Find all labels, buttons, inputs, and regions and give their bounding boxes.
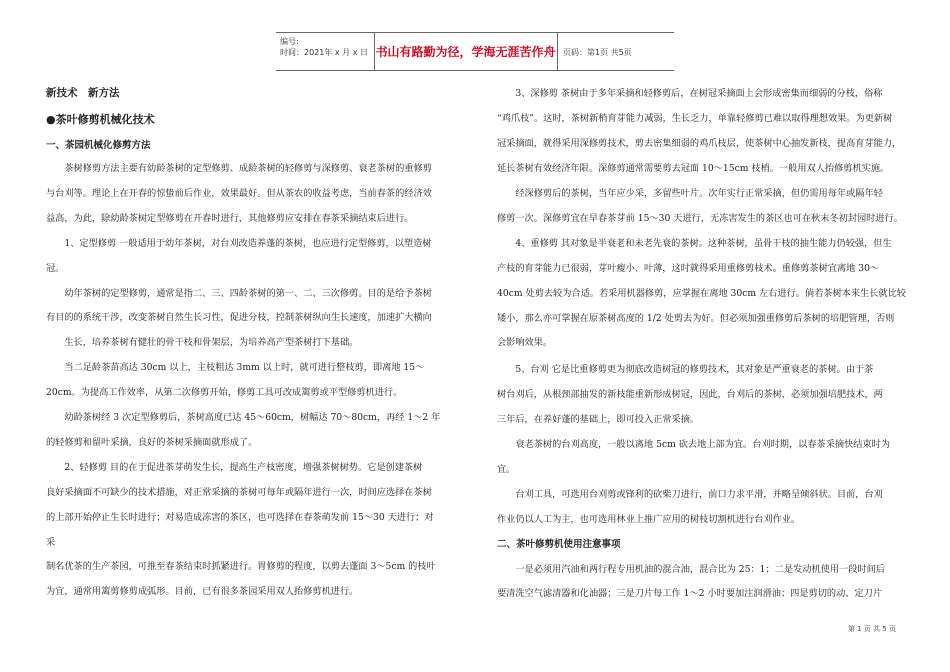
paragraph-line: 2、轻修剪 目的在于促进茶芽萌发生长，提高生产枝密度，增强茶树树势。它是创建茶树 xyxy=(46,462,423,473)
paragraph-line: 幼龄茶树经 3 次定型修剪后，茶树高度已达 45～60cm，树幅达 70～80cm，再经 1～2 年 xyxy=(46,412,441,423)
paragraph-line: 幼年茶树的定型修剪，通常是指二、三、四龄茶树的第一、二、三次修剪。目的是给予茶树 xyxy=(46,288,432,299)
number-label: 编号: xyxy=(280,37,299,46)
paragraph-line: “鸡爪枝”。这时，茶树新梢育芽能力减弱，生长乏力，单靠轻修剪已难以取得理想效果。为更新树 xyxy=(497,113,893,124)
paragraph-line: 益高，为此，除幼龄茶树定型修剪在开春时进行，其他修剪应安排在春茶采摘结束后进行。 xyxy=(46,213,414,224)
paragraph-line: 20cm。为提高工作效率，从第二次修剪开始，修剪工具可改成篱剪或平型修剪机进行。 xyxy=(46,387,403,398)
header-page-cell xyxy=(557,33,674,70)
section-title: 新技术 新方法 xyxy=(46,87,120,99)
article-title: ●茶叶修剪机械化技术 xyxy=(46,113,155,126)
paragraph-line: 台刈工具，可选用台刈剪或锋利的砍柴刀进行，前口力求平滑，并略呈倾斜状。目前，台刈 xyxy=(497,489,883,500)
page-footer: 第 1 页 共 5 页 xyxy=(847,625,896,633)
paragraph-line: 制名优茶的生产茶园，可推至春茶结束时抓紧进行。胃修剪的程度，以剪去蓬面 3～5cm 的枝叶 xyxy=(46,561,436,572)
paragraph-line: 冠。 xyxy=(46,263,65,274)
paragraph-line: 要清洗空气滤清器和化油器；三是刀片每工作 1～2 小时要加注润滑油；四是剪切的动、定刀片 xyxy=(497,588,883,599)
paragraph-line: 三年后，在养好蓬的基础上，即可投入正常采摘。 xyxy=(497,414,700,425)
paragraph-line: 产枝的育芽能力已很弱，芽叶瘦小、叶薄，这时就得采用重修剪枝术。重修剪茶树宜离地 30～ xyxy=(497,263,880,274)
paragraph-line: 与台刈等。理论上在开春的惊蛰前后作业，效果最好。但从茶农的收益考虑，当前春茶的经济效 xyxy=(46,188,432,199)
time-label: 时间：2021年 x 月 x 日 xyxy=(280,48,368,57)
paragraph-line: 4、重修剪 其对象是半衰老和未老先衰的茶树。这种茶树，虽骨干枝的抽生能力仍较强，但生 xyxy=(497,238,892,249)
paragraph-line: 的轻修剪和留叶采摘，良好的茶树采摘面就形成了。 xyxy=(46,437,258,448)
paragraph-line: 的上部开始停止生长时进行；对易造成冻害的茶区，也可选择在春茶萌发前 15～30 天进行；对 xyxy=(46,512,434,523)
paragraph-line: 良好采摘面不可缺少的技术措施，对正常采摘的茶树可每年或隔年进行一次，时间应选择在茶树 xyxy=(46,487,432,498)
page-header xyxy=(276,32,674,71)
paragraph-line: 采 xyxy=(46,537,56,548)
paragraph-line: 衰老茶树的台刈高度，一般以离地 5cm 砍去地上部为宜。台刈时期，以春茶采摘快结束时为 xyxy=(497,439,891,450)
paragraph-line: 作业仍以人工为主，也可选用林业上推广应用的树枝切割机进行台刈作业。 xyxy=(497,514,801,525)
paragraph-line: 1、定型修剪 一般适用于幼年茶树，对台刈改造养蓬的茶树，也应进行定型修剪，以塑造树 xyxy=(46,238,432,249)
paragraph-line: 生长，培养茶树有健壮的骨干枝和骨架层，为培养高产型茶树打下基础。 xyxy=(46,337,359,348)
paragraph-line: 为宜，通常用篱剪修剪成弧形。目前，已有很多茶园采用双人抬修剪机进行。 xyxy=(46,586,359,597)
paragraph-line: 茶树修剪方法主要有幼龄茶树的定型修剪、成龄茶树的轻修剪与深修剪、衰老茶树的重修剪 xyxy=(46,163,432,174)
paragraph-line: 当二足龄茶苗高达 30cm 以上，主枝粗达 3mm 以上时，就可进行整枝剪，即离地 15～ xyxy=(46,362,425,373)
paragraph-line: 修剪一次。深修剪宜在早春茶芽前 15～30 天进行，无冻害发生的茶区也可在秋末冬初封园时进行。 xyxy=(497,213,903,224)
subsection-heading: 一、茶园机械化修剪方法 xyxy=(46,140,151,151)
paragraph-line: 延长茶树有效经济年限。深修剪通常需要剪去冠面 10～15cm 枝梢。一般用双人抬修剪机实施。 xyxy=(497,163,890,174)
paragraph-line: 宜。 xyxy=(497,464,516,475)
paragraph-line: 矮小，那么亦可掌握在原茶树高度的 1/2 处剪去为好。但必须加强重修剪后茶树的培肥管理，否则 xyxy=(497,313,895,324)
paragraph-line: 冠采摘面，就得采用深修剪技术，剪去密集细弱的鸡爪枝层，使茶树中心抽发新枝，提高育芽能力， xyxy=(497,138,902,149)
paragraph-line: 一是必须用汽油和两行程专用机油的混合油，混合比为 25：1；二是发动机使用一段时间后 xyxy=(497,564,885,575)
paragraph-line: 5、台刈 它是比重修剪更为彻底改造树冠的修剪技术，其对象是严重衰老的茶树。由于茶 xyxy=(497,364,874,375)
paragraph-line: 会影响效果。 xyxy=(497,337,553,348)
page-label: 页码：第1页 共5页 xyxy=(563,48,632,57)
paragraph-line: 经深修剪后的茶树，当年应少采，多留些叶片。次年实行正常采摘，但仍需用每年或隔年轻 xyxy=(497,188,883,199)
paragraph-line: 有目的的系统干涉，改变茶树自然生长习性，促进分枝，控制茶树纵向生长速度，加速扩大横向 xyxy=(46,312,432,323)
paragraph-line: 3、深修剪 茶树由于多年采摘和轻修剪后，在树冠采摘面上会形成密集而细弱的分枝，俗称 xyxy=(497,88,883,99)
subsection-heading: 二、茶叶修剪机使用注意事项 xyxy=(497,539,621,550)
header-motto-cell xyxy=(374,33,558,70)
paragraph-line: 40cm 处剪去较为合适。若采用机器修剪，应掌握在离地 30cm 左右进行。倘若茶树本来生长就比较 xyxy=(497,288,906,299)
header-info-cell xyxy=(276,33,375,70)
motto: 书山有路勤为径，学海无涯苦作舟 xyxy=(375,45,556,59)
paragraph-line: 树台刈后，从根颈部抽发的新枝能重新形成树冠，因此，台刈后的茶树，必须加强培肥技术，两 xyxy=(497,389,883,400)
